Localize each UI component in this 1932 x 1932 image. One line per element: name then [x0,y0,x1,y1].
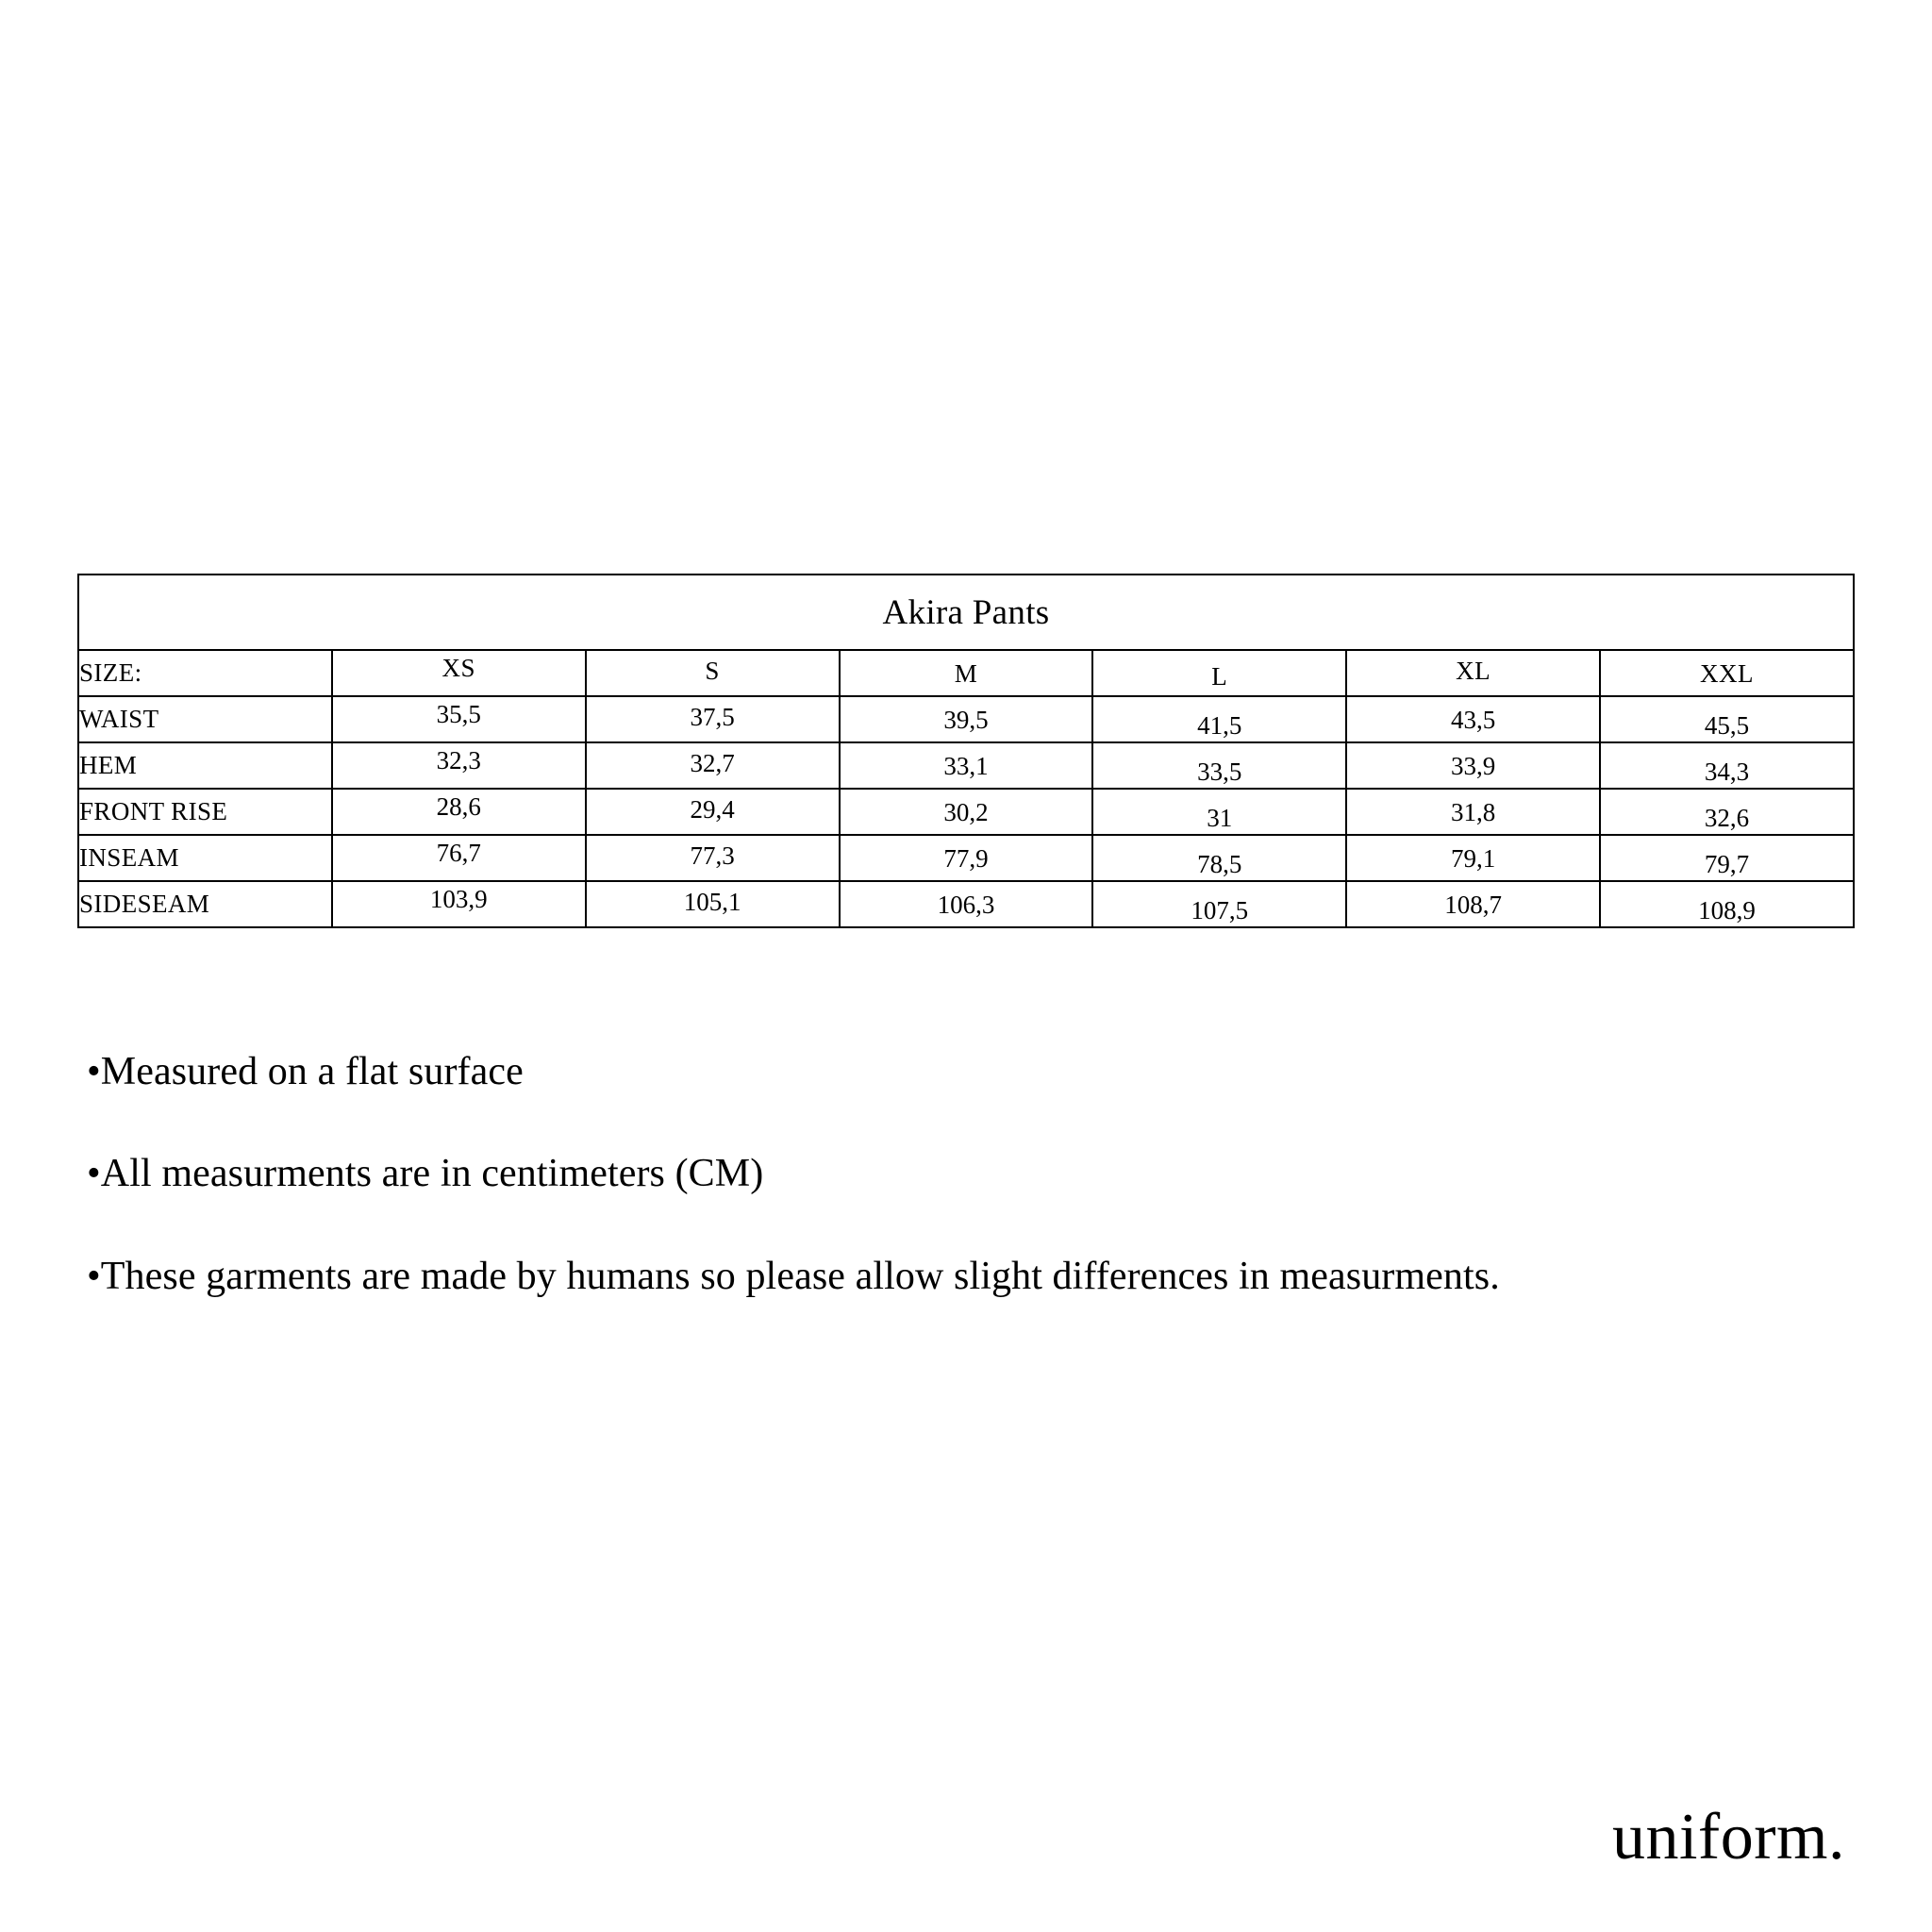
column-header-xl: XL [1456,657,1491,685]
cell-inseam-xxl: 79,7 [1704,850,1750,878]
cell-waist-xs: 35,5 [436,700,481,728]
cell-sideseam-xxl: 108,9 [1698,896,1756,924]
table-row [78,835,1854,881]
cell-waist-l: 41,5 [1197,711,1242,740]
row-label-sideseam: SIDESEAM [78,881,332,927]
note-item: •These garments are made by humans so please allow slight differences in measurments. [87,1254,1500,1298]
cell-hem-m: 33,1 [943,752,989,780]
table-header-row [78,650,1854,696]
cell-waist-s: 37,5 [690,703,735,731]
cell-sideseam-s: 105,1 [683,888,741,916]
cell-inseam-xs: 76,7 [436,839,481,867]
cell-hem-l: 33,5 [1197,758,1242,786]
cell-front-rise-s: 29,4 [690,795,735,824]
cell-inseam-s: 77,3 [690,841,735,870]
table-row [78,742,1854,789]
cell-sideseam-l: 107,5 [1191,896,1249,924]
table-row [78,696,1854,742]
cell-hem-xl: 33,9 [1451,752,1496,780]
size-chart-container [77,574,1855,928]
cell-front-rise-l: 31 [1207,804,1233,832]
cell-front-rise-xxl: 32,6 [1704,804,1750,832]
cell-waist-xxl: 45,5 [1704,711,1750,740]
table-row [78,789,1854,835]
cell-hem-s: 32,7 [690,749,735,777]
notes-list [87,1049,1785,1356]
column-header-s: S [705,657,720,685]
row-label-waist: WAIST [78,696,332,742]
size-header-label: SIZE: [78,650,332,696]
size-chart-table [77,574,1855,928]
cell-front-rise-m: 30,2 [943,798,989,826]
column-header-xxl: XXL [1700,659,1755,688]
cell-front-rise-xl: 31,8 [1451,798,1496,826]
table-row [78,881,1854,927]
cell-inseam-xl: 79,1 [1451,844,1496,873]
note-item: •All measurments are in centimeters (CM) [87,1152,764,1196]
cell-front-rise-xs: 28,6 [436,792,481,821]
cell-waist-xl: 43,5 [1451,706,1496,734]
row-label-inseam: INSEAM [78,835,332,881]
cell-hem-xs: 32,3 [436,746,481,774]
column-header-xs: XS [441,654,476,682]
chart-title: Akira Pants [78,575,1854,650]
column-header-m: M [954,659,978,688]
column-header-l: L [1211,662,1228,691]
cell-sideseam-m: 106,3 [937,891,995,919]
note-item: •Measured on a flat surface [87,1050,524,1093]
cell-inseam-l: 78,5 [1197,850,1242,878]
cell-inseam-m: 77,9 [943,844,989,873]
cell-sideseam-xs: 103,9 [429,885,488,913]
cell-hem-xxl: 34,3 [1704,758,1750,786]
row-label-hem: HEM [78,742,332,789]
cell-sideseam-xl: 108,7 [1444,891,1503,919]
brand-logo: uniform. [1611,1801,1845,1874]
row-label-front-rise: FRONT RISE [78,789,332,835]
cell-waist-m: 39,5 [943,706,989,734]
table-title-row [78,575,1854,650]
